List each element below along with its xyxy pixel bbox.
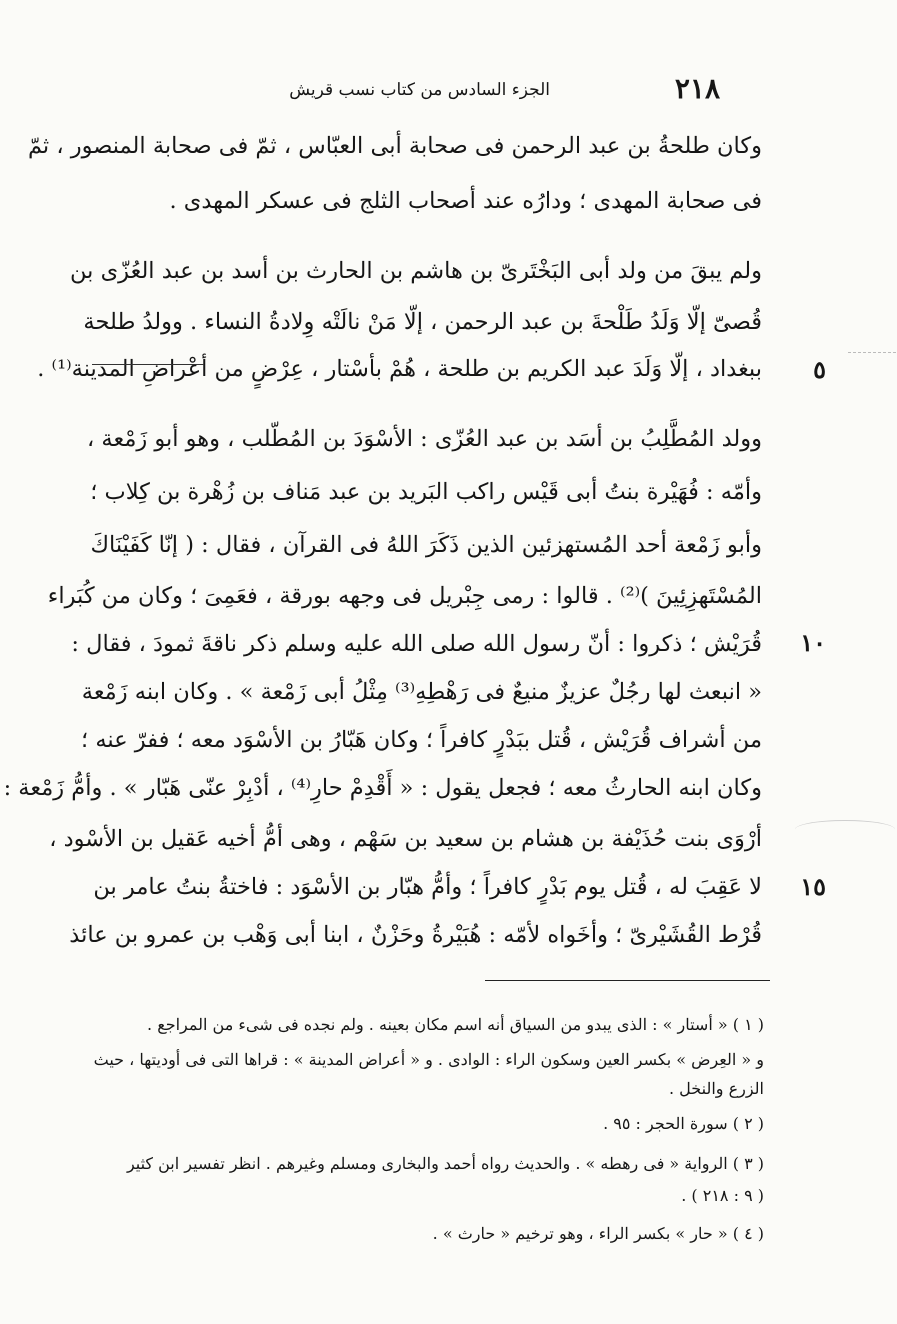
line-number: ١٠ xyxy=(800,628,826,657)
line-number: ٥ xyxy=(813,355,826,384)
line-number: ١٥ xyxy=(800,872,826,901)
text-line: وأبو زَمْعة أحد المُستهزئين الذين ذَكَرَ اللهُ فى القرآن ، فقال : ( إنّا كَفَيْنَاكَ xyxy=(90,532,762,558)
footnote-line: ( ٢ ) سورة الحجر : ٩٥ . xyxy=(603,1114,764,1133)
running-title: الجزء السادس من كتاب نسب قريش xyxy=(289,80,550,100)
text-line: لا عَقِبَ له ، قُتل يوم بَدْرٍ كافراً ؛ وأمُّ هبّار بن الأسْوَد : فاختةُ بنتُ عامر بن xyxy=(93,874,762,900)
text-line: ببغداد ، إلّا وَلَدَ عبد الكريم بن طلحة ، هُمْ بأسْتار ، عِرْضٍ من أعْراضِ المدينة⁽¹⁾ . xyxy=(37,356,762,382)
footnote-line: و « العِرض » بكسر العين وسكون الراء : الوادى . و « أعراض المدينة » : قراها التى فى أوديتها ، حيث xyxy=(93,1050,764,1069)
page-header xyxy=(280,72,720,110)
text-line: وأمّه : فُهَيْرة بنتُ أبى قَيْس راكب البَريد بن عبد مَناف بن زُهْرة بن كِلاب ؛ xyxy=(90,479,762,505)
text-line: المُسْتَهزِئِينَ )⁽²⁾ . قالوا : رمى جِبْريل فى وجهه بورقة ، فعَمِىَ ؛ وكان من كُبَراء xyxy=(47,583,762,609)
text-line: فى صحابة المهدى ؛ ودارُه عند أصحاب الثلج فى عسكر المهدى . xyxy=(169,188,762,214)
text-line: ولم يبقَ من ولد أبى البَخْتَرىّ بن هاشم بن الحارث بن أسد بن عبد العُزّى بن xyxy=(70,258,762,284)
text-line: من أشراف قُرَيْش ، قُتل ببَدْرٍ كافراً ؛ وكان هَبّارُ بن الأسْوَد معه ؛ ففرّ عنه ؛ xyxy=(81,727,762,753)
text-line: قُرْط القُشَيْرىّ ؛ وأخَواه لأمّه : هُبَيْرةُ وحَزْنٌ ، ابنا أبى وَهْب بن عمرو بن عائذ xyxy=(69,922,762,948)
footnote-line: الزرع والنخل . xyxy=(669,1079,764,1098)
strikethrough-mark xyxy=(92,364,204,365)
text-line: « انبعث لها رجُلٌ عزيزٌ منيعٌ فى رَهْطِهِ⁽³⁾ مِثْلُ أبى زَمْعة » . وكان ابنه زَمْعة xyxy=(81,679,762,705)
margin-mark xyxy=(848,352,896,353)
footnote-line: ( ٤ ) « حار » بكسر الراء ، وهو ترخيم « حارث » . xyxy=(432,1224,764,1243)
text-line: أرْوَى بنت حُذَيْفة بن هشام بن سعيد بن سَهْم ، وهى أمُّ أخيه عَقيل بن الأسْود ، xyxy=(49,826,762,852)
text-line: وولد المُطَّلِبُ بن أسَد بن عبد العُزّى : الأسْوَدَ بن المُطّلب ، وهو أبو زَمْعة ، xyxy=(86,426,762,452)
page-number: ٢١٨ xyxy=(674,72,720,105)
footnote-line: ( ٩ : ٢١٨ ) . xyxy=(681,1186,764,1205)
text-line: وكان ابنه الحارثُ معه ؛ فجعل يقول : « أَقْدِمْ حارِ⁽⁴⁾ ، أدْبِرْ عنّى هَبّار » . وأمُّ زَمْعة : xyxy=(3,775,762,801)
footnote-rule xyxy=(485,980,770,981)
text-line: قُرَيْش ؛ ذكروا : أنّ رسول الله صلى الله عليه وسلم ذكر ناقةَ ثمودَ ، فقال : xyxy=(71,631,762,657)
footnote-line: ( ١ ) « أستار » : الذى يبدو من السياق أنه اسم مكان بعينه . ولم نجده فى شىء من المراجع . xyxy=(147,1015,764,1034)
margin-mark xyxy=(795,820,895,839)
footnote-line: ( ٣ ) الرواية « فى رهطه » . والحديث رواه أحمد والبخارى ومسلم وغيرهم . انظر تفسير ابن كثير xyxy=(126,1154,764,1173)
text-line: وكان طلحةُ بن عبد الرحمن فى صحابة أبى العبّاس ، ثمّ فى صحابة المنصور ، ثمّ xyxy=(27,133,762,159)
text-line: قُصىّ إلّا وَلَدُ طَلْحةَ بن عبد الرحمن ، إلّا مَنْ نالَتْه وِلادةُ النساء . وولدُ طلحة xyxy=(83,309,762,335)
